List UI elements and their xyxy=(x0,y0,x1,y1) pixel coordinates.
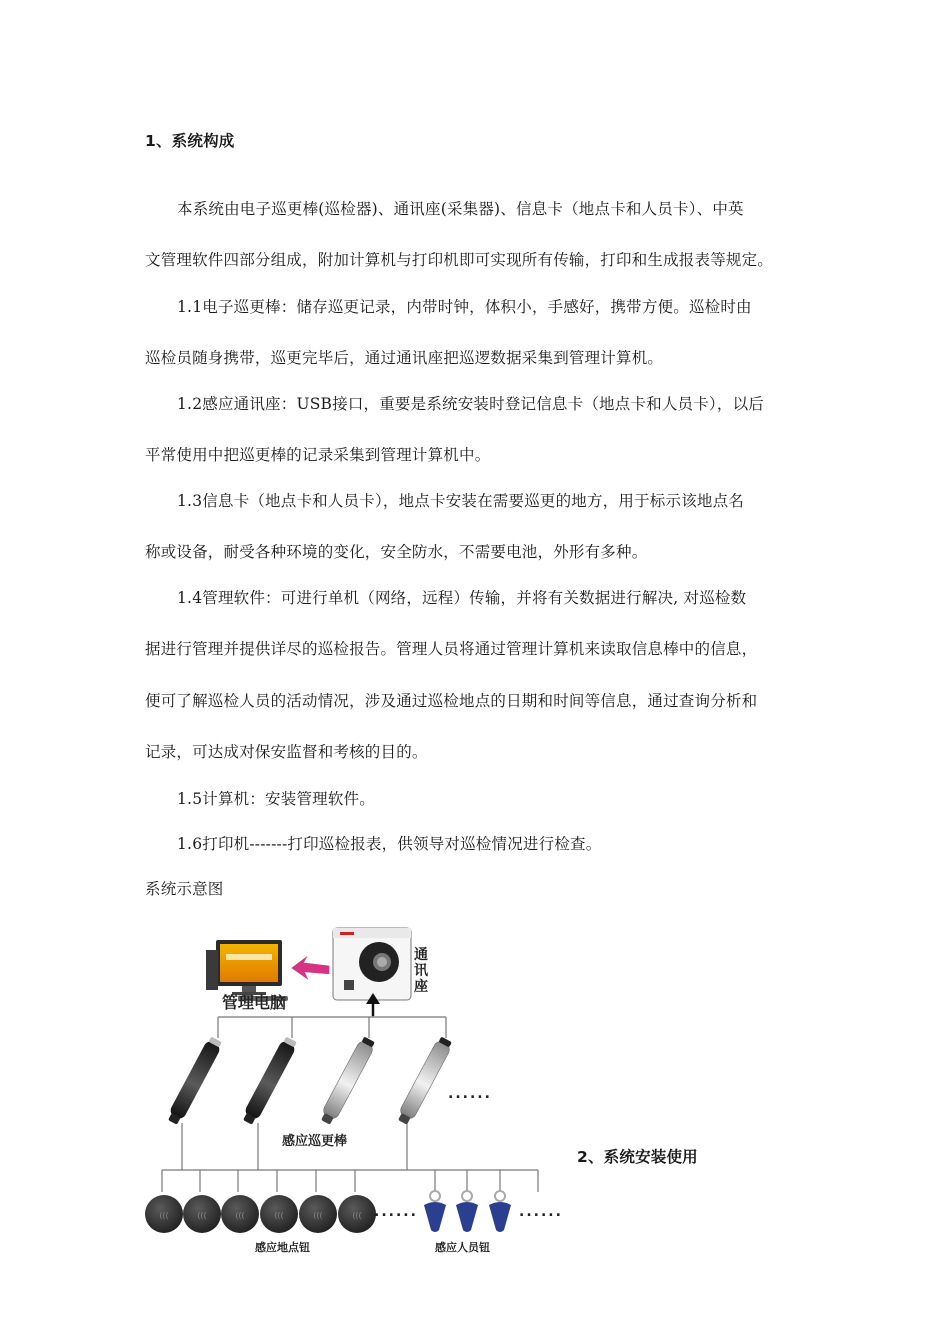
location-button-icon xyxy=(221,1195,259,1233)
svg-text:(((: ((( xyxy=(197,1211,207,1220)
wand-icon xyxy=(165,1036,223,1127)
location-button-icon xyxy=(260,1195,298,1233)
tags-ellipsis: ...... xyxy=(519,1204,563,1220)
wand-icon xyxy=(318,1036,376,1127)
section-heading: 2、系统安装使用 xyxy=(577,1148,698,1166)
paragraph-line: 1.3信息卡（地点卡和人员卡），地点卡安装在需要巡更的地方，用于标示该地点名 xyxy=(177,492,745,510)
paragraph-line: 1.4管理软件：可进行单机（网络，远程）传输，并将有关数据进行解决, 对巡检数 xyxy=(177,589,747,607)
location-button-icon xyxy=(299,1195,337,1233)
paragraph-line: 文管理软件四部分组成，附加计算机与打印机即可实现所有传输，打印和生成报表等规定。 xyxy=(145,251,774,269)
wand-icon xyxy=(240,1036,298,1127)
paragraph-line: 巡检员随身携带，巡更完毕后，通过通讯座把巡逻数据采集到管理计算机。 xyxy=(145,349,664,367)
paragraph-line: 1.1电子巡更棒：储存巡更记录，内带时钟，体积小，手感好，携带方便。巡检时由 xyxy=(177,298,752,316)
person-tag-icon xyxy=(424,1191,446,1232)
paragraph-line: 便可了解巡检人员的活动情况，涉及通过巡检地点的日期和时间等信息，通过查询分析和 xyxy=(145,692,758,710)
svg-text:(((: ((( xyxy=(274,1211,284,1220)
location-button-icon xyxy=(183,1195,221,1233)
paragraph-line: 1.2感应通讯座：USB接口，重要是系统安装时登记信息卡（地点卡和人员卡），以后 xyxy=(177,395,764,413)
svg-text:(((: ((( xyxy=(313,1211,323,1220)
station-label: 座 xyxy=(414,979,428,995)
paragraph-line: 平常使用中把巡更棒的记录采集到管理计算机中。 xyxy=(145,446,491,464)
wands-label: 感应巡更棒 xyxy=(282,1134,348,1149)
system-diagram xyxy=(140,920,580,1260)
svg-text:(((: ((( xyxy=(235,1211,245,1220)
buttons-ellipsis: ...... xyxy=(374,1204,418,1220)
section-heading: 1、系统构成 xyxy=(145,132,235,150)
paragraph-line: 记录，可达成对保安监督和考核的目的。 xyxy=(145,743,428,761)
location-button-icon xyxy=(338,1195,376,1233)
reader-station-icon xyxy=(333,928,411,1000)
person-tag-icon xyxy=(489,1191,511,1232)
station-label: 通 xyxy=(414,947,428,963)
paragraph-line: 1.5计算机：安装管理软件。 xyxy=(177,790,375,808)
wands-ellipsis: ...... xyxy=(448,1086,492,1102)
person-tag-icon xyxy=(456,1191,478,1232)
paragraph-line: 本系统由电子巡更棒(巡检器)、通讯座(采集器)、信息卡（地点卡和人员卡）、中英 xyxy=(177,200,744,218)
diagram-caption: 系统示意图 xyxy=(145,880,224,898)
person-buttons-label: 感应人员钮 xyxy=(435,1241,490,1254)
paragraph-line: 据进行管理并提供详尽的巡检报告。管理人员将通过管理计算机来读取信息棒中的信息， xyxy=(145,640,758,658)
location-button-icon xyxy=(145,1195,183,1233)
station-label: 讯 xyxy=(414,963,428,979)
svg-text:(((: ((( xyxy=(159,1211,169,1220)
arrow-left-icon xyxy=(290,953,330,982)
paragraph-line: 称或设备，耐受各种环境的变化，安全防水，不需要电池，外形有多种。 xyxy=(145,543,648,561)
svg-text:(((: ((( xyxy=(352,1211,362,1220)
pc-label: 管理电脑 xyxy=(222,993,287,1012)
wand-icon xyxy=(395,1036,453,1127)
paragraph-line: 1.6打印机-------打印巡检报表，供领导对巡检情况进行检查。 xyxy=(177,835,602,853)
location-buttons-label: 感应地点钮 xyxy=(255,1241,310,1254)
